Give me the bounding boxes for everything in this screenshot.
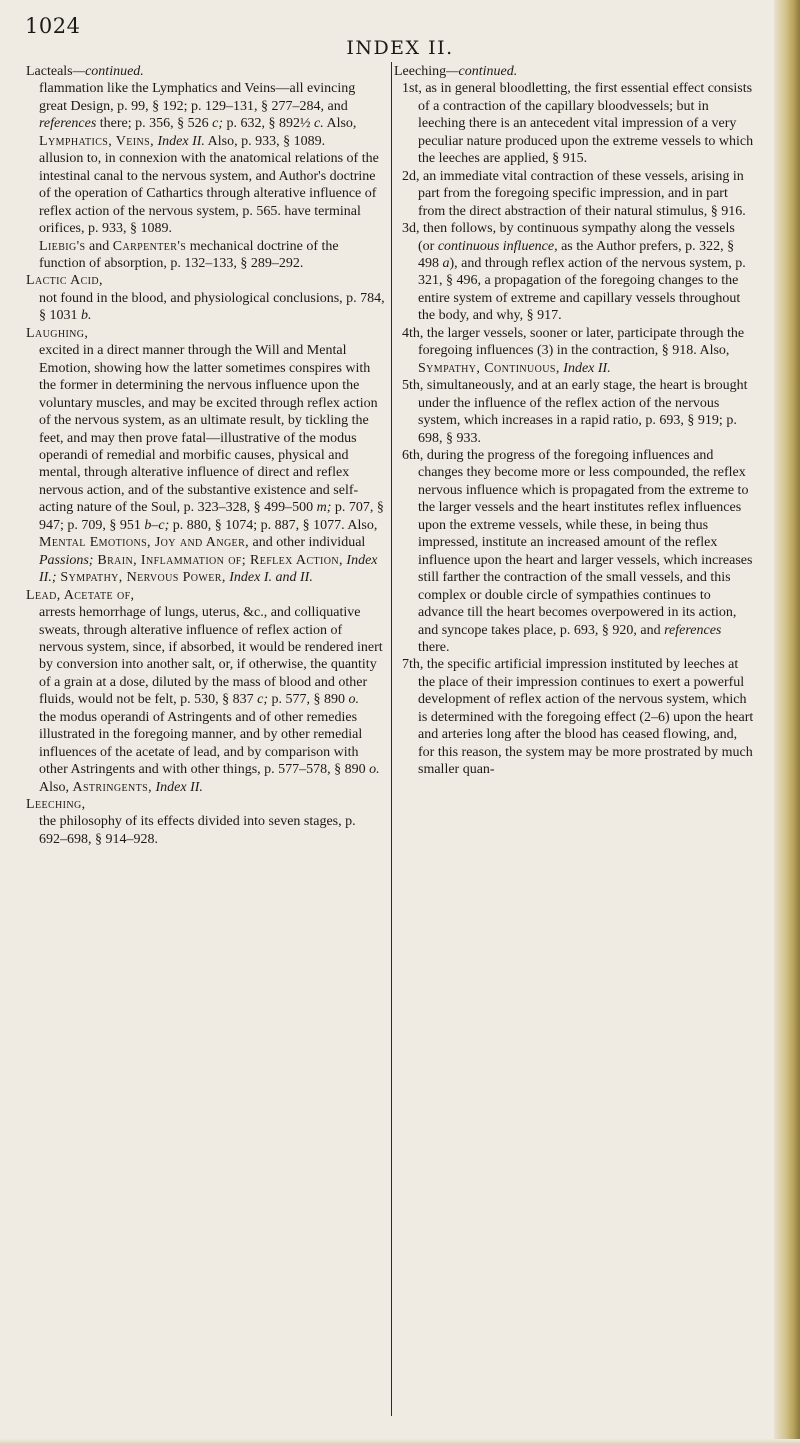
italic-text: c; <box>257 692 269 708</box>
italic-text: b. <box>81 308 92 324</box>
continued-label: —continued. <box>446 64 518 79</box>
italic-text: o. <box>348 692 360 708</box>
index-entry-lactic-acid: Lactic Acid, <box>26 273 103 289</box>
subentry-text: ), and through reflex action of the nervous system, p. 321, § 496, a propagation of the foregoing changes to the entire system of extreme and capillary vessels throughout the body, and why, § 917. <box>418 255 746 324</box>
subentry-text: p. 632, § 892½ <box>223 116 315 132</box>
column-divider <box>391 62 392 1416</box>
subentry-text: 3d, then follows, by continuous sympathy along the vessels (or <box>402 221 735 254</box>
cross-reference: Astringents, <box>72 779 152 795</box>
cross-reference: Carpenter's <box>112 238 187 254</box>
subentry-text: mechanical doctrine of the function of absorption, p. 132–133, § 289–292. <box>39 238 339 271</box>
entry-head: Lacteals <box>26 64 73 79</box>
italic-text: o. <box>369 762 380 778</box>
index-reference: Index II. <box>154 133 205 149</box>
index-reference: Index II.; <box>39 552 378 586</box>
italic-text: references <box>664 622 722 638</box>
index-entry-leeching-continued <box>394 63 754 80</box>
subentry-text: excited in a direct manner through the Will and Mental Emotion, showing how the latter sometimes conspires with the former in determining the nervous influence upon the voluntary muscles, and may be excited through reflex action of the nervous system, as an ultimate result, by tickling the feet, and may then prove fatal—illustrative of the modus operandi of remedial and morbific causes, physical and mental, through alterative influence of direct and reflex nervous action, and of the substantive existence and self-acting nature of the Soul, p. 323–328, § 499–500 <box>39 343 378 516</box>
subentry-text: p. 880, § 1074; p. 887, § 1077. Also, <box>169 517 378 533</box>
subentry-text: 4th, the larger vessels, sooner or later, participate through the foregoing influences (3) in the contraction, § 918. Also, <box>402 325 745 359</box>
subentry <box>26 342 386 586</box>
cross-reference: Liebig's <box>39 238 86 254</box>
page-edge-shadow <box>774 0 800 1445</box>
italic-text: m; <box>316 500 332 516</box>
subentry-text: and <box>85 238 113 254</box>
cross-reference: Mental Emotions, Joy and Anger, <box>39 535 250 551</box>
subentry <box>26 80 386 150</box>
italic-text: b–c; <box>144 517 170 533</box>
stage-3 <box>394 220 754 325</box>
index-entry-laughing: Laughing, <box>26 325 89 341</box>
page-number: 1024 <box>25 14 81 38</box>
stage-6 <box>394 447 754 656</box>
subentry-text: and other individual <box>249 535 366 551</box>
subentry-text: Also, p. 933, § 1089. <box>204 133 326 149</box>
italic-text: c; <box>212 116 224 132</box>
subentry-text: the modus operandi of Astringents and of other remedies illustrated in the foregoing manner, and by other remedial influences of the acetate of lead, and by comparison with other Astringents and with other things, p. 577–578, § 890 <box>39 709 370 778</box>
subentry-text: there. <box>418 639 450 655</box>
index-entry-lacteals <box>26 63 386 80</box>
stage-5: 5th, simultaneously, and at an early stage, the heart is brought under the influence of the reflex action of the nervous system, which increases in a rapid ratio, p. 693, § 919; p. 698, § 933. <box>402 378 748 446</box>
subentry <box>26 709 386 796</box>
subentry: allusion to, in connexion with the anatomical relations of the intestinal canal to the nervous system, and Author's doctrine of the operation of Cathartics through alterative influence of reflex action of the nervous system, p. 565. have terminal orifices, p. 933, § 1089. <box>39 151 379 237</box>
subentry-text: not found in the blood, and physiological conclusions, p. 784, § 1031 <box>39 290 385 324</box>
stage-1: 1st, as in general bloodletting, the first essential effect consists of a contraction of the capillary bloodvessels; but in leeching there is an antecedent vital impression of a very peculiar nature produced upon the extreme vessels to which the leeches are applied, § 915. <box>402 81 754 167</box>
subentry-text: flammation like the Lymphatics and Veins—all evincing great Design, p. 99, § 192; p. 129–131, § 277–284, and <box>39 81 356 114</box>
cross-reference: Sympathy, Continuous, <box>418 360 560 376</box>
italic-text: c. <box>314 116 324 132</box>
stage-7: 7th, the specific artificial impression instituted by leeches at the place of their impression continues to exert a powerful development of reflex action of the nervous system, which is determined with the foregoing effect (2–6) upon the heart and arteries long after the blood has ceased flowing, and, for this reason, the system may be more prostrated by much smaller quan- <box>402 657 754 778</box>
subentry <box>26 238 386 273</box>
index-entry-leeching: Leeching, <box>26 797 86 813</box>
cross-reference: Sympathy, Nervous Power, <box>56 570 226 586</box>
page-bottom-edge <box>0 1439 800 1445</box>
cross-reference: Lymphatics, Veins, <box>39 133 155 149</box>
subentry-text: Also, <box>323 116 357 132</box>
subentry: the philosophy of its effects divided into seven stages, p. 692–698, § 914–928. <box>39 814 356 847</box>
cross-reference: Brain, Inflammation of; Reflex Action, <box>93 552 343 568</box>
stage-2: 2d, an immediate vital contraction of these vessels, arising in part from the foregoing specific impression, and in part from the direct abstraction of their natural stimulus, § 916. <box>402 168 746 219</box>
running-head: INDEX II. <box>346 37 454 59</box>
subentry-text: there; p. 356, § 526 <box>96 116 213 132</box>
subentry-text: Also, <box>39 779 73 795</box>
right-column <box>394 63 754 779</box>
italic-text: references <box>39 116 97 132</box>
italic-text: a <box>442 255 450 271</box>
left-column <box>26 63 386 848</box>
entry-head: Leeching <box>394 64 447 79</box>
subentry-text: p. 707, § 947; p. 709, § 951 <box>39 500 384 533</box>
subentry-text: arrests hemorrhage of lungs, uterus, &c., and colliquative sweats, through alterative influence of reflex action of nervous system, since, if absorbed, it would be rendered inert by conversion into another salt, or, if otherwise, the quantity of a grain at a dose, diluted by the mass of blood and other fluids, would not be felt, p. 530, § 837 <box>39 605 383 708</box>
stage-4 <box>394 325 754 377</box>
index-reference: Index II. <box>559 360 611 376</box>
subentry-text: 6th, during the progress of the foregoing influences and changes they become more or less compounded, the reflex nervous influence which is propagated from the extreme to the larger vessels and the heart institutes reflex influences upon the extreme vessels, while these, in being thus impressed, institute an increased amount of the reflex influence upon the heart and larger vessels, which increases still farther the contraction of the small vessels, and this complex or double circle of sympathies continues to advance till the heart becomes overpowered in its action, and syncope takes place, p. 693, § 920, and <box>402 447 753 638</box>
italic-text: continuous influence, <box>437 238 558 254</box>
subentry <box>26 290 386 325</box>
subentry <box>26 604 386 709</box>
subentry-text: as the Author prefers, p. 322, § 498 <box>418 238 735 271</box>
index-reference: Index II. <box>151 779 203 795</box>
italic-text: Passions; <box>39 552 94 568</box>
subentry-text: p. 577, § 890 <box>268 692 349 708</box>
continued-label: —continued. <box>72 64 144 79</box>
index-entry-lead-acetate: Lead, Acetate of, <box>26 587 135 603</box>
index-reference: Index I. and II. <box>225 570 313 586</box>
